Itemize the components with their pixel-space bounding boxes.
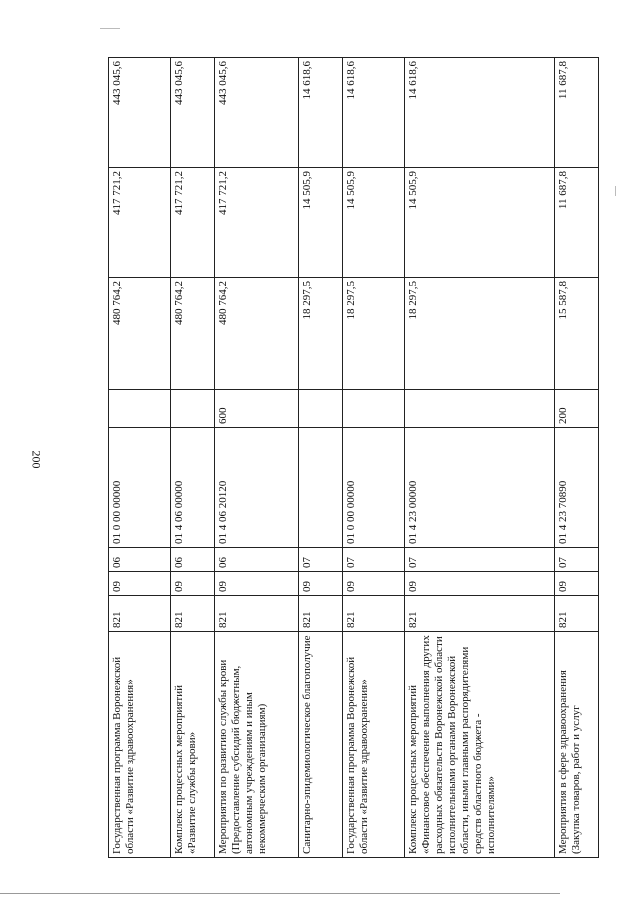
row-name: Государственная программа Воронежской области «Развитие здравоохранения»: [343, 632, 405, 858]
amount-year-2: 14 505,9: [343, 168, 405, 278]
ministry-code: 821: [171, 596, 215, 632]
subsection-code: 06: [109, 548, 171, 572]
section-code: 09: [299, 572, 343, 596]
expense-type: [405, 390, 555, 428]
row-name: Мероприятия по развитию службы крови (Предоставление субсидий бюджетным, автономным учреждениям и иным некоммерческим организациям): [215, 632, 299, 858]
subsection-code: 07: [405, 548, 555, 572]
amount-year-1: 18 297,5: [343, 278, 405, 390]
amount-year-2: 417 721,2: [171, 168, 215, 278]
amount-year-3: 14 618,6: [299, 58, 343, 168]
amount-year-3: 14 618,6: [405, 58, 555, 168]
amount-year-2: 417 721,2: [109, 168, 171, 278]
amount-year-1: 18 297,5: [405, 278, 555, 390]
amount-year-2: 14 505,9: [405, 168, 555, 278]
amount-year-1: 18 297,5: [299, 278, 343, 390]
target-code: 01 0 00 00000: [109, 428, 171, 548]
amount-year-2: 14 505,9: [299, 168, 343, 278]
expense-type: [109, 390, 171, 428]
subsection-code: 06: [171, 548, 215, 572]
ministry-code: 821: [299, 596, 343, 632]
section-code: 09: [109, 572, 171, 596]
expense-type: 600: [215, 390, 299, 428]
expense-type: [299, 390, 343, 428]
scan-mark: [615, 186, 616, 196]
subsection-code: 07: [555, 548, 599, 572]
amount-year-1: 480 764,2: [171, 278, 215, 390]
section-code: 09: [343, 572, 405, 596]
page-rule: [0, 893, 560, 894]
amount-year-3: 443 045,6: [109, 58, 171, 168]
section-code: 09: [171, 572, 215, 596]
amount-year-2: 417 721,2: [215, 168, 299, 278]
amount-year-3: 14 618,6: [343, 58, 405, 168]
section-code: 09: [555, 572, 599, 596]
ministry-code: 821: [405, 596, 555, 632]
row-name: Мероприятия в сфере здравоохранения (Закупка товаров, работ и услуг: [555, 632, 599, 858]
ministry-code: 821: [555, 596, 599, 632]
table-row: [299, 58, 343, 858]
row-name: Санитарно-эпидемиологическое благополучие: [299, 632, 343, 858]
subsection-code: 07: [343, 548, 405, 572]
page-number: 200: [29, 450, 44, 469]
row-name: Государственная программа Воронежской области «Развитие здравоохранения»: [109, 632, 171, 858]
expense-type: 200: [555, 390, 599, 428]
amount-year-1: 480 764,2: [109, 278, 171, 390]
subsection-code: 06: [215, 548, 299, 572]
target-code: [299, 428, 343, 548]
ministry-code: 821: [215, 596, 299, 632]
amount-year-3: 11 687,8: [555, 58, 599, 168]
amount-year-1: 480 764,2: [215, 278, 299, 390]
target-code: 01 4 23 70890: [555, 428, 599, 548]
budget-table-container: [108, 58, 608, 858]
target-code: 01 4 06 00000: [171, 428, 215, 548]
amount-year-2: 11 687,8: [555, 168, 599, 278]
subsection-code: 07: [299, 548, 343, 572]
section-code: 09: [405, 572, 555, 596]
table-row: [343, 58, 405, 858]
table-row: [405, 58, 555, 858]
target-code: 01 4 23 00000: [405, 428, 555, 548]
scan-mark: [100, 28, 120, 29]
table-row: [109, 58, 171, 858]
ministry-code: 821: [343, 596, 405, 632]
ministry-code: 821: [109, 596, 171, 632]
amount-year-3: 443 045,6: [215, 58, 299, 168]
amount-year-3: 443 045,6: [171, 58, 215, 168]
budget-table: [108, 57, 599, 858]
amount-year-1: 15 587,8: [555, 278, 599, 390]
table-row: [555, 58, 599, 858]
target-code: 01 4 06 20120: [215, 428, 299, 548]
target-code: 01 0 00 00000: [343, 428, 405, 548]
row-name: Комплекс процессных мероприятий «Финансовое обеспечение выполнения других расходных обязательств Воронежской области исполнительными органами Воронежской области, иными главными распорядителями средств областного бюджета - исполнителями»: [405, 632, 555, 858]
table-row: [215, 58, 299, 858]
section-code: 09: [215, 572, 299, 596]
expense-type: [343, 390, 405, 428]
row-name: Комплекс процессных мероприятий «Развитие службы крови»: [171, 632, 215, 858]
expense-type: [171, 390, 215, 428]
table-row: [171, 58, 215, 858]
